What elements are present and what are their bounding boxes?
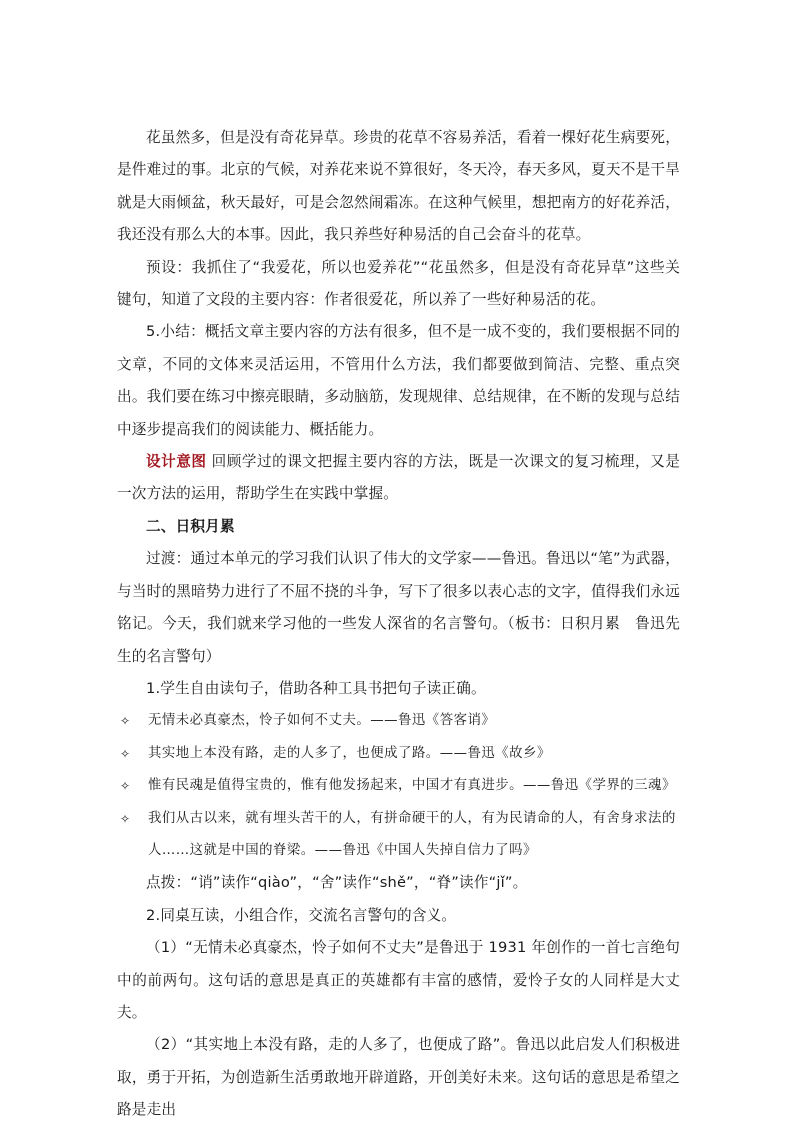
- paragraph-explanation-1: （1）“无情未必真豪杰，怜子如何不丈夫”是鲁迅于 1931 年创作的一首七言绝句中的前两句。这句话的意思是真正的英雄都有丰富的感情，爱怜子女的人同样是大丈夫。: [117, 939, 680, 1021]
- design-intent-text: 回顾学过的课文把握主要内容的方法，既是一次课文的复习梳理，又是一次方法的运用，帮助学生在实践中掌握。: [117, 453, 681, 503]
- diamond-bullet-icon: ✧: [120, 779, 131, 794]
- quote-item: [117, 803, 680, 868]
- quote-text: 我们从古以来，就有埋头苦干的人，有拼命硬干的人，有为民请命的人，有舍身求法的人……这就是中国的脊梁。——鲁迅《中国人失掉自信力了吗》: [148, 810, 676, 858]
- diamond-bullet-icon: ✧: [120, 714, 131, 729]
- quote-item: [117, 770, 680, 802]
- document-body: [117, 122, 680, 1127]
- paragraph-flower-excerpt: 花虽然多，但是没有奇花异草。珍贵的花草不容易养活，看着一棵好花生病要死，是件难过的事。北京的气候，对养花来说不算很好，冬天冷，春天多风，夏天不是干旱就是大雨倾盆，秋天最好，可是会忽然闹霜冻。在这种气候里，想把南方的好花养活，我还没有那么大的本事。因此，我只养些好种易活的自己会奋斗的花草。: [117, 129, 680, 244]
- paragraph-preset: 预设：我抓住了“我爱花，所以也爱养花”“花虽然多，但是没有奇花异草”这些关键句，知道了文段的主要内容：作者很爱花，所以养了一些好种易活的花。: [117, 258, 680, 309]
- paragraph-transition: 过渡：通过本单元的学习我们认识了伟大的文学家——鲁迅。鲁迅以“笔”为武器，与当时的黑暗势力进行了不屈不挠的斗争，写下了很多以表心志的文字，值得我们永远铭记。今天，我们就来学习他的一些发人深省的名言警句。（板书：日积月累 鲁迅先生的名言警句）: [117, 550, 680, 665]
- paragraph-design-intent: [117, 446, 680, 511]
- section-heading-daily-accumulation: 二、日积月累: [146, 517, 235, 535]
- quote-item: [117, 705, 680, 737]
- paragraph-step-2: 2.同桌互读，小组合作，交流名言警句的含义。: [146, 906, 457, 924]
- diamond-bullet-icon: ✧: [120, 746, 131, 761]
- quote-text: 惟有民魂是值得宝贵的，惟有他发扬起来，中国才有真进步。——鲁迅《学界的三魂》: [148, 778, 676, 794]
- quote-list: [117, 705, 680, 867]
- quote-item: [117, 738, 680, 770]
- paragraph-pronunciation-tip: 点拨：“诮”读作“qiào”，“舍”读作“shě”，“脊”读作“jǐ”。: [146, 874, 528, 892]
- paragraph-explanation-2: （2）“其实地上本没有路，走的人多了，也便成了路”。鲁迅以此启发人们积极进取，勇于开拓，为创造新生活勇敢地开辟道路，开创美好未来。这句话的意思是希望之路是走出: [117, 1036, 680, 1119]
- diamond-bullet-icon: ✧: [120, 811, 131, 826]
- quote-text: 无情未必真豪杰，怜子如何不丈夫。——鲁迅《答客诮》: [148, 713, 496, 729]
- paragraph-step-1: 1.学生自由读句子，借助各种工具书把句子读正确。: [146, 679, 486, 697]
- quote-text: 其实地上本没有路，走的人多了，也便成了路。——鲁迅《故乡》: [148, 745, 551, 761]
- paragraph-summary: 5.小结：概括文章主要内容的方法有很多，但不是一成不变的，我们要根据不同的文章，不同的文体来灵活运用，不管用什么方法，我们都要做到简洁、完整、重点突出。我们要在练习中擦亮眼睛，多动脑筋，发现规律、总结规律，在不断的发现与总结中逐步提高我们的阅读能力、概括能力。: [117, 323, 680, 438]
- design-intent-label: 设计意图: [146, 453, 207, 471]
